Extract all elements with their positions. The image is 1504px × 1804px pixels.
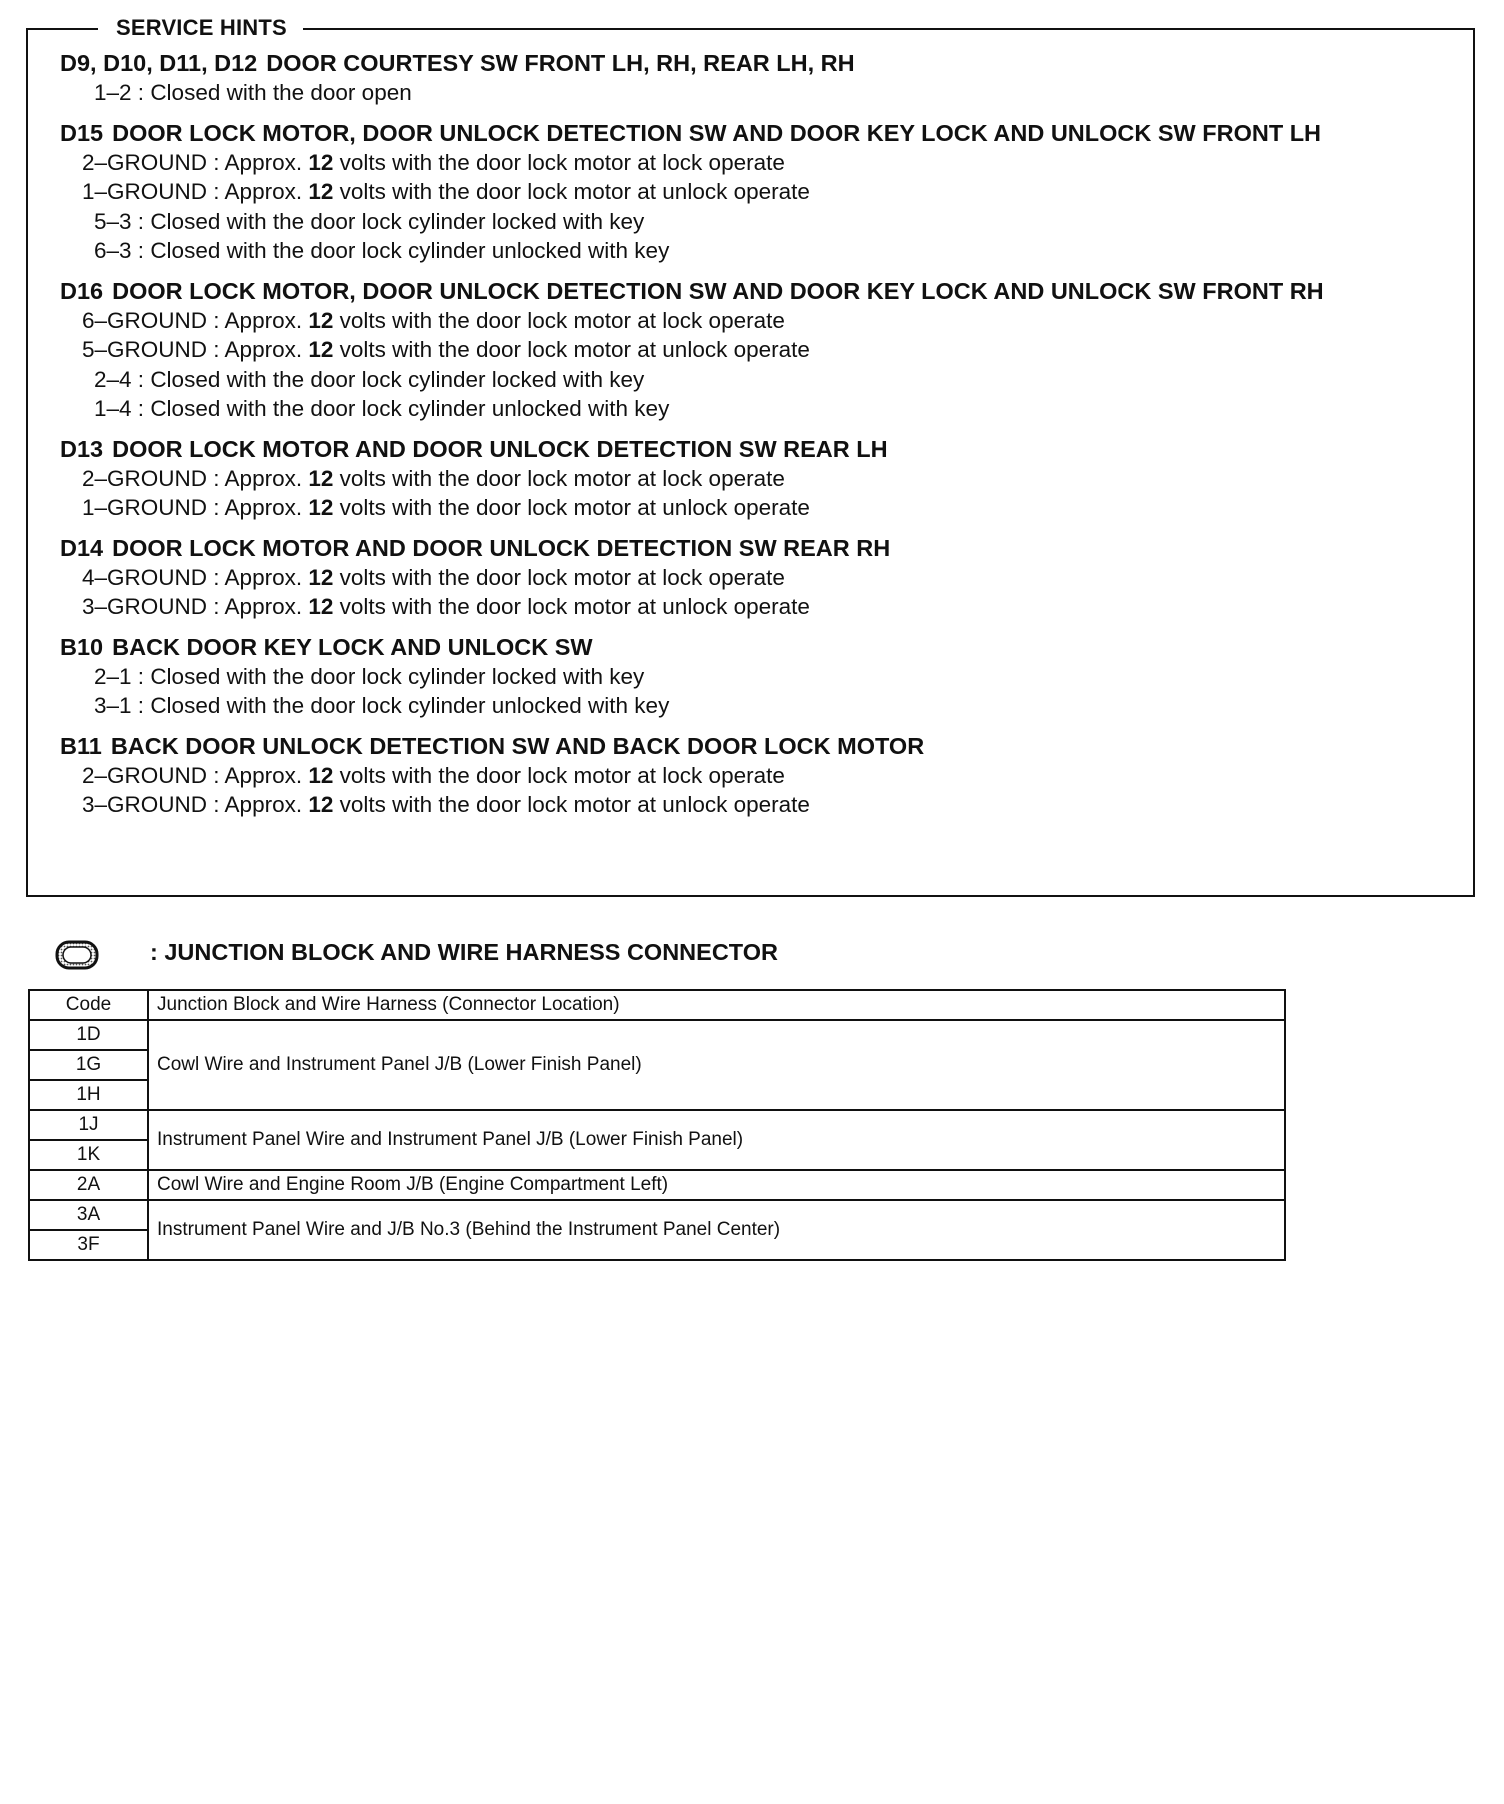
hint-line: 1–GROUND : Approx. 12 volts with the door lock motor at unlock operate — [60, 493, 1460, 523]
terminal-pins: 3–GROUND — [82, 792, 208, 817]
junction-code-cell: 3A — [29, 1200, 148, 1230]
column-header-description: Junction Block and Wire Harness (Connector Location) — [148, 990, 1285, 1020]
hint-text: Closed with the door lock cylinder locked with key — [150, 366, 645, 392]
hint-text: volts with the door lock motor at lock operate — [339, 564, 785, 590]
hint-text: volts with the door lock motor at lock operate — [339, 307, 785, 333]
hint-prefix: Approx. — [224, 307, 303, 333]
hint-line: 5–GROUND : Approx. 12 volts with the door lock motor at unlock operate — [60, 335, 1460, 365]
hint-line: 2–GROUND : Approx. 12 volts with the door lock motor at lock operate — [60, 148, 1460, 178]
connector-title: BACK DOOR UNLOCK DETECTION SW AND BACK DOOR LOCK MOTOR — [110, 732, 925, 759]
hint-prefix: Approx. — [224, 564, 303, 590]
hint-section — [60, 632, 1460, 721]
hint-prefix: Approx. — [224, 179, 303, 204]
service-hints-content — [60, 48, 1460, 830]
junction-description-cell: Cowl Wire and Instrument Panel J/B (Lower Finish Panel) — [148, 1020, 1285, 1110]
hint-section — [60, 731, 1460, 820]
hint-section-heading — [60, 276, 1460, 306]
hint-section — [60, 276, 1460, 424]
hint-prefix: Approx. — [224, 495, 303, 520]
hint-line: 2–4 : Closed with the door lock cylinder locked with key — [60, 365, 1460, 395]
connector-code: D15 — [60, 119, 104, 146]
hint-section-heading — [60, 533, 1460, 563]
junction-code-cell: 3F — [29, 1230, 148, 1260]
hint-text: volts with the door lock motor at unlock operate — [339, 792, 810, 817]
column-header-code: Code — [29, 990, 148, 1020]
hint-prefix: Approx. — [224, 762, 303, 788]
hint-text: volts with the door lock motor at unlock operate — [339, 495, 810, 520]
hint-line: 2–1 : Closed with the door lock cylinder locked with key — [60, 662, 1460, 692]
hint-text: volts with the door lock motor at unlock operate — [339, 179, 810, 204]
hint-text: volts with the door lock motor at lock operate — [339, 465, 785, 491]
terminal-pins: 1–GROUND — [82, 495, 208, 520]
hint-line: 5–3 : Closed with the door lock cylinder locked with key — [60, 207, 1460, 237]
hint-line: 2–GROUND : Approx. 12 volts with the door lock motor at lock operate — [60, 464, 1460, 494]
hint-line: 1–2 : Closed with the door open — [60, 78, 1460, 108]
hint-section-heading — [60, 118, 1460, 148]
hint-line: 2–GROUND : Approx. 12 volts with the door lock motor at lock operate — [60, 761, 1460, 791]
terminal-pins: 2–4 — [94, 366, 132, 392]
terminal-pins: 2–GROUND — [82, 762, 208, 788]
voltage-value: 12 — [308, 179, 334, 204]
terminal-pins: 1–GROUND — [82, 179, 208, 204]
junction-block-table — [28, 989, 1286, 1261]
hint-prefix: Approx. — [224, 594, 303, 619]
junction-description-cell: Instrument Panel Wire and J/B No.3 (Behind the Instrument Panel Center) — [148, 1200, 1285, 1260]
hint-section-heading — [60, 731, 1460, 761]
table-row — [29, 1020, 1285, 1050]
connector-title: BACK DOOR KEY LOCK AND UNLOCK SW — [112, 633, 593, 660]
junction-code-cell: 1G — [29, 1050, 148, 1080]
table-row — [29, 1200, 1285, 1230]
table-row — [29, 1110, 1285, 1140]
voltage-value: 12 — [308, 792, 334, 817]
terminal-pins: 6–GROUND — [82, 307, 208, 333]
hint-text: Closed with the door lock cylinder unlocked with key — [150, 238, 670, 263]
hint-text: Closed with the door lock cylinder locked with key — [150, 663, 645, 689]
connector-code: D13 — [60, 435, 104, 462]
voltage-value: 12 — [308, 465, 334, 491]
terminal-pins: 4–GROUND — [82, 564, 208, 590]
connector-title: DOOR LOCK MOTOR, DOOR UNLOCK DETECTION SW AND DOOR KEY LOCK AND UNLOCK SW FRONT LH — [112, 119, 1322, 146]
hint-section — [60, 48, 1460, 108]
hint-line: 6–3 : Closed with the door lock cylinder unlocked with key — [60, 236, 1460, 266]
service-hints-title: SERVICE HINTS — [98, 12, 303, 44]
terminal-pins: 2–GROUND — [82, 149, 208, 175]
voltage-value: 12 — [308, 495, 334, 520]
hint-section — [60, 434, 1460, 523]
connector-code: B10 — [60, 633, 104, 660]
terminal-pins: 5–3 — [94, 208, 132, 234]
junction-code-cell: 1D — [29, 1020, 148, 1050]
connector-title: DOOR LOCK MOTOR AND DOOR UNLOCK DETECTION SW REAR LH — [112, 435, 888, 462]
hint-line: 6–GROUND : Approx. 12 volts with the door lock motor at lock operate — [60, 306, 1460, 336]
junction-description-cell: Instrument Panel Wire and Instrument Panel J/B (Lower Finish Panel) — [148, 1110, 1285, 1170]
hint-line: 3–GROUND : Approx. 12 volts with the door lock motor at unlock operate — [60, 592, 1460, 622]
hint-line: 4–GROUND : Approx. 12 volts with the door lock motor at lock operate — [60, 563, 1460, 593]
table-row — [29, 1170, 1285, 1200]
junction-code-cell: 1H — [29, 1080, 148, 1110]
connector-title: DOOR LOCK MOTOR AND DOOR UNLOCK DETECTION SW REAR RH — [112, 534, 891, 561]
junction-block-connector-icon — [54, 936, 102, 974]
voltage-value: 12 — [308, 337, 334, 362]
hint-text: Closed with the door open — [150, 80, 412, 105]
junction-code-cell: 1J — [29, 1110, 148, 1140]
voltage-value: 12 — [308, 149, 334, 175]
hint-text: Closed with the door lock cylinder locked with key — [150, 208, 645, 234]
connector-title: DOOR LOCK MOTOR, DOOR UNLOCK DETECTION SW AND DOOR KEY LOCK AND UNLOCK SW FRONT RH — [112, 277, 1324, 304]
terminal-pins: 3–1 — [94, 693, 132, 718]
terminal-pins: 1–4 — [94, 396, 132, 421]
hint-section — [60, 118, 1460, 266]
terminal-pins: 5–GROUND — [82, 337, 208, 362]
hint-section-heading — [60, 632, 1460, 662]
hint-text: volts with the door lock motor at unlock operate — [339, 594, 810, 619]
terminal-pins: 2–GROUND — [82, 465, 208, 491]
table-header-row — [29, 990, 1285, 1020]
connector-code: D14 — [60, 534, 104, 561]
hint-text: Closed with the door lock cylinder unlocked with key — [150, 693, 670, 718]
hint-section — [60, 533, 1460, 622]
voltage-value: 12 — [308, 307, 334, 333]
hint-prefix: Approx. — [224, 149, 303, 175]
connector-code: D9, D10, D11, D12 — [60, 50, 258, 76]
junction-code-cell: 1K — [29, 1140, 148, 1170]
voltage-value: 12 — [308, 762, 334, 788]
hint-section-heading — [60, 434, 1460, 464]
hint-section-heading — [60, 48, 1460, 78]
hint-line: 3–GROUND : Approx. 12 volts with the door lock motor at unlock operate — [60, 790, 1460, 820]
hint-text: volts with the door lock motor at lock operate — [339, 762, 785, 788]
terminal-pins: 3–GROUND — [82, 594, 208, 619]
junction-description-cell: Cowl Wire and Engine Room J/B (Engine Compartment Left) — [148, 1170, 1285, 1200]
terminal-pins: 1–2 — [94, 80, 132, 105]
terminal-pins: 6–3 — [94, 238, 132, 263]
junction-block-legend-label: : JUNCTION BLOCK AND WIRE HARNESS CONNECTOR — [150, 939, 778, 965]
hint-prefix: Approx. — [224, 337, 303, 362]
hint-prefix: Approx. — [224, 792, 303, 817]
connector-title: DOOR COURTESY SW FRONT LH, RH, REAR LH, RH — [266, 50, 855, 76]
connector-code: D16 — [60, 277, 104, 304]
junction-code-cell: 2A — [29, 1170, 148, 1200]
hint-text: volts with the door lock motor at lock operate — [339, 149, 785, 175]
hint-line: 3–1 : Closed with the door lock cylinder unlocked with key — [60, 691, 1460, 721]
hint-line: 1–GROUND : Approx. 12 volts with the door lock motor at unlock operate — [60, 177, 1460, 207]
terminal-pins: 2–1 — [94, 663, 132, 689]
hint-text: Closed with the door lock cylinder unlocked with key — [150, 396, 670, 421]
hint-line: 1–4 : Closed with the door lock cylinder unlocked with key — [60, 394, 1460, 424]
hint-text: volts with the door lock motor at unlock operate — [339, 337, 810, 362]
connector-code: B11 — [60, 732, 102, 759]
hint-prefix: Approx. — [224, 465, 303, 491]
voltage-value: 12 — [308, 594, 334, 619]
voltage-value: 12 — [308, 564, 334, 590]
